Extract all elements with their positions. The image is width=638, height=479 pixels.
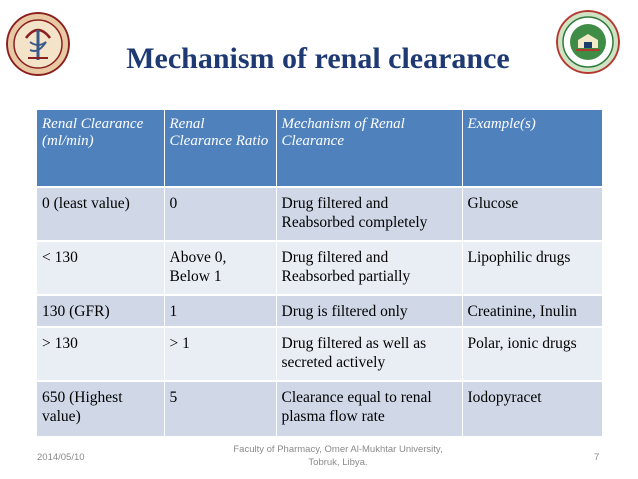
table-cell: 5: [164, 381, 276, 436]
table-cell: Above 0, Below 1: [164, 241, 276, 295]
table-cell: Drug is filtered only: [276, 295, 462, 327]
table-cell: 650 (Highest value): [37, 381, 164, 436]
header-mechanism: Mechanism of Renal Clearance: [276, 110, 462, 187]
table-row: [37, 381, 602, 436]
table-cell: 0 (least value): [37, 187, 164, 241]
footer-page-number: 7: [594, 452, 600, 463]
university-seal-logo-icon: [556, 10, 620, 74]
slide-title: Mechanism of renal clearance: [126, 42, 510, 75]
footer-institution: [210, 443, 466, 469]
table-cell: 130 (GFR): [37, 295, 164, 327]
table-row: [37, 295, 602, 327]
table-row: [37, 187, 602, 241]
table-cell: Polar, ionic drugs: [462, 327, 602, 381]
table-cell: Iodopyracet: [462, 381, 602, 436]
table-row: [37, 241, 602, 295]
footer-institution-line2: Tobruk, Libya.: [308, 457, 368, 468]
table-cell: > 130: [37, 327, 164, 381]
header-clearance-ratio: Renal Clearance Ratio: [164, 110, 276, 187]
table-cell: 1: [164, 295, 276, 327]
table-header-row: [37, 110, 602, 187]
table-cell: > 1: [164, 327, 276, 381]
table-cell: Clearance equal to renal plasma flow rate: [276, 381, 462, 436]
table-cell: Glucose: [462, 187, 602, 241]
footer-institution-line1: Faculty of Pharmacy, Omer Al-Mukhtar University,: [233, 444, 443, 455]
table-cell: Drug filtered and Reabsorbed partially: [276, 241, 462, 295]
table-cell: Creatinine, Inulin: [462, 295, 602, 327]
table-cell: Lipophilic drugs: [462, 241, 602, 295]
renal-clearance-table: [37, 110, 602, 436]
header-examples: Example(s): [462, 110, 602, 187]
table-row: [37, 327, 602, 381]
footer-date: 2014/05/10: [37, 452, 85, 463]
table-cell: < 130: [37, 241, 164, 295]
table-cell: 0: [164, 187, 276, 241]
pharmacy-faculty-logo-icon: [6, 12, 70, 76]
table-cell: Drug filtered as well as secreted actively: [276, 327, 462, 381]
header-renal-clearance: Renal Clearance (ml/min): [37, 110, 164, 187]
table-cell: Drug filtered and Reabsorbed completely: [276, 187, 462, 241]
